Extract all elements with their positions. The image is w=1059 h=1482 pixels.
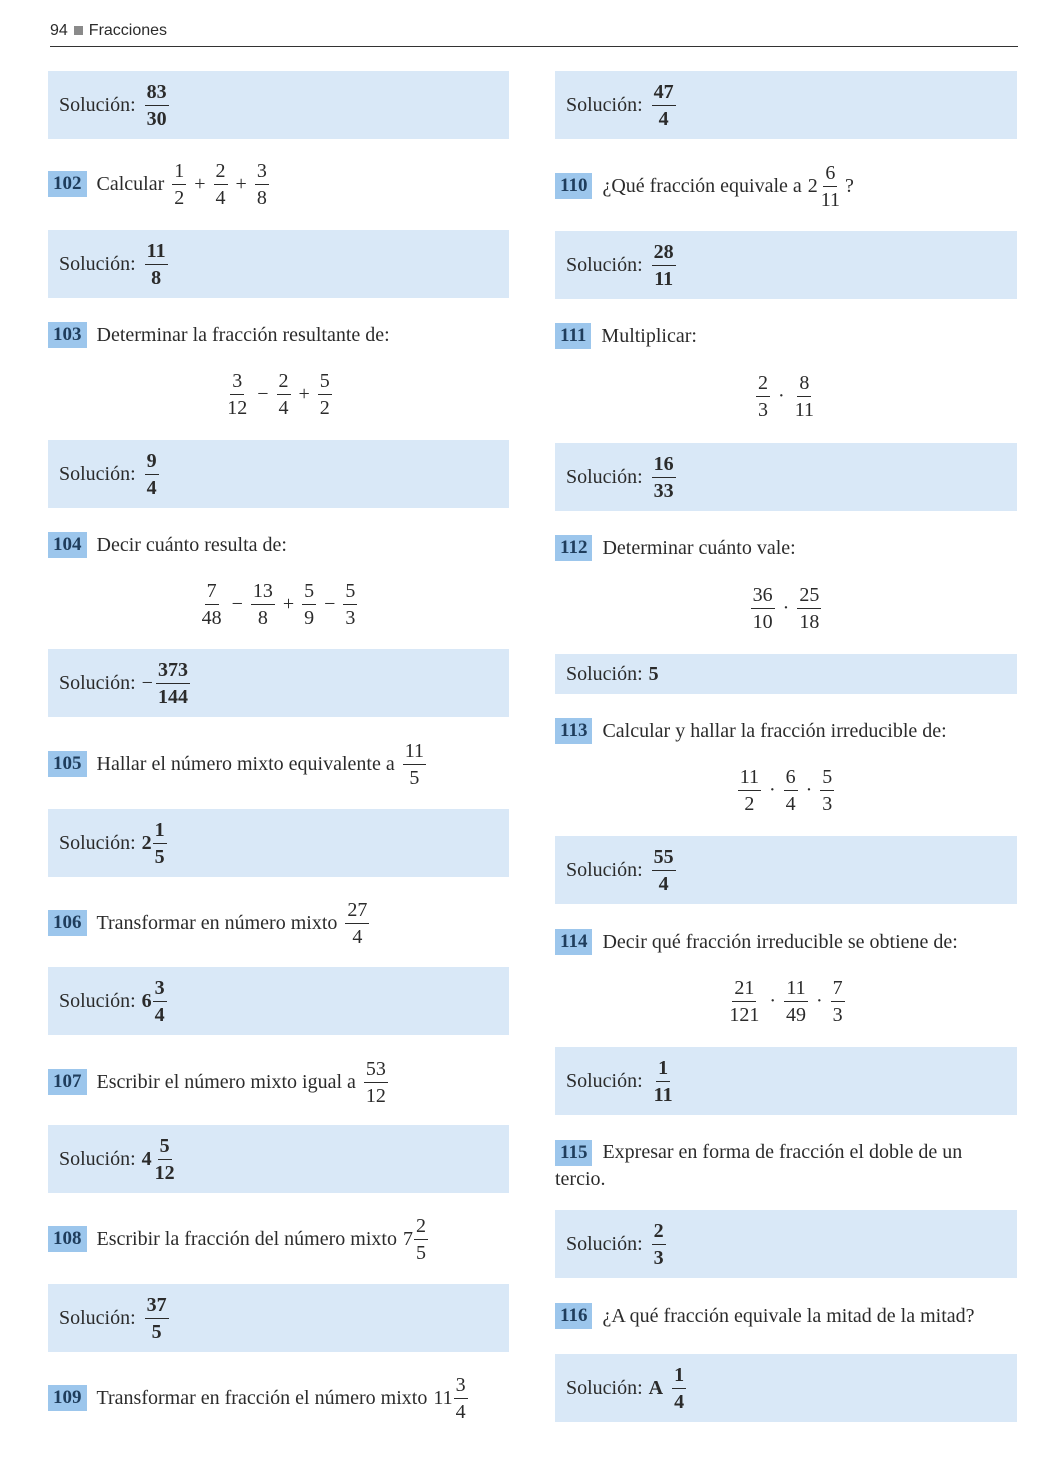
problem-112 — [555, 534, 796, 562]
expression-113: $\frac{11}{2}$ · $\frac{6}{4}$ · $\frac{5}{3}$ — [739, 765, 833, 815]
problem-number: 106 — [48, 910, 87, 936]
problem-105: 105 Hallar el número mixto equivalente a $\frac{11}{5}$ — [48, 738, 429, 790]
solution-106: Solución: 6 $\frac{3}{4}$ — [48, 967, 509, 1035]
problem-113 — [555, 717, 947, 745]
problem-text: Transformar en fracción el número mixto — [96, 1386, 428, 1409]
solution-110: Solución: $\frac{28}{11}$ — [555, 231, 1017, 299]
solution-label: Solución: — [59, 93, 136, 116]
solution-101 — [48, 71, 509, 139]
page-header — [50, 22, 1018, 47]
problem-text: Multiplicar: — [601, 324, 697, 347]
problem-110: 110 ¿Qué fracción equivale a 2 $\frac{6}{11}$ ? — [555, 160, 854, 212]
solution-105: Solución: 2 $\frac{1}{5}$ — [48, 809, 509, 877]
problem-text: Transformar en número mixto — [96, 911, 338, 934]
expression-104: $\frac{7}{48}$ − $\frac{13}{8}$ + $\frac{5}{9}$ − $\frac{5}{3}$ — [201, 579, 356, 629]
page-number: 94 — [50, 22, 68, 39]
solution-116: Solución: A $\frac{1}{4}$ — [555, 1354, 1017, 1422]
problem-number: 103 — [48, 322, 87, 348]
solution-115: Solución: $\frac{2}{3}$ — [555, 1210, 1017, 1278]
problem-number: 114 — [555, 929, 592, 955]
problem-text: ¿Qué fracción equivale a — [602, 174, 802, 197]
solution-102: Solución: $\frac{11}{8}$ — [48, 230, 509, 298]
expression-114: $\frac{21}{121}$ · $\frac{11}{49}$ · $\frac{7}{3}$ — [729, 976, 843, 1026]
solution-113: Solución: $\frac{55}{4}$ — [555, 836, 1017, 904]
solution-109: Solución: $\frac{47}{4}$ — [555, 71, 1017, 139]
problem-number: 104 — [48, 532, 87, 558]
problem-text-continued: tercio. — [555, 1168, 606, 1190]
problem-107: 107 Escribir el número mixto igual a $\frac{53}{12}$ — [48, 1056, 391, 1108]
problem-text: Expresar en forma de fracción el doble de un — [602, 1141, 963, 1163]
problem-number: 102 — [48, 171, 87, 197]
solution-114: Solución: $\frac{1}{11}$ — [555, 1047, 1017, 1115]
problem-text: Escribir la fracción del número mixto — [96, 1227, 397, 1250]
problem-text: Calcular — [96, 172, 165, 195]
problem-102: 102 Calcular $\frac{1}{2}$ + $\frac{2}{4}$ + $\frac{3}{8}$ — [48, 160, 272, 208]
problem-number: 112 — [555, 535, 592, 561]
problem-text: Calcular y hallar la fracción irreducible de: — [602, 719, 947, 742]
chapter-title: Fracciones — [88, 22, 168, 39]
solution-108: Solución: $\frac{37}{5}$ — [48, 1284, 509, 1352]
problem-111 — [555, 322, 697, 350]
problem-104 — [48, 531, 287, 559]
problem-number: 116 — [555, 1303, 592, 1329]
problem-108: 108 Escribir la fracción del número mixto 7 $\frac{2}{5}$ — [48, 1213, 431, 1265]
solution-fraction: $\frac{83}{30}$ — [146, 80, 167, 130]
solution-112: Solución: 5 — [555, 654, 1017, 694]
problem-number: 115 — [555, 1140, 592, 1166]
solution-107: Solución: 4 $\frac{5}{12}$ — [48, 1125, 509, 1193]
expression-112: $\frac{36}{10}$ · $\frac{25}{18}$ — [752, 583, 820, 633]
problem-103 — [48, 321, 390, 349]
problem-number: 110 — [555, 173, 592, 199]
problem-text: Escribir el número mixto igual a — [96, 1070, 356, 1093]
problem-number: 105 — [48, 751, 87, 777]
solution-104: Solución: − $\frac{373}{144}$ — [48, 649, 509, 717]
problem-114 — [555, 928, 958, 956]
problem-106: 106 Transformar en número mixto $\frac{27}{4}$ — [48, 897, 372, 949]
problem-number: 109 — [48, 1385, 87, 1411]
problem-number: 113 — [555, 718, 592, 744]
problem-text: Determinar cuánto vale: — [602, 536, 796, 559]
problem-text: Determinar la fracción resultante de: — [96, 323, 390, 346]
expression-111: $\frac{2}{3}$ · $\frac{8}{11}$ — [758, 371, 814, 421]
problem-109: 109 Transformar en fracción el número mixto 11 $\frac{3}{4}$ — [48, 1372, 471, 1424]
problem-text: Hallar el número mixto equivalente a — [96, 752, 395, 775]
solution-103: Solución: $\frac{9}{4}$ — [48, 440, 509, 508]
problem-number: 111 — [555, 323, 591, 349]
header-square-icon — [74, 26, 83, 35]
problem-116 — [555, 1302, 975, 1330]
problem-text: Decir cuánto resulta de: — [96, 533, 287, 556]
problem-115 — [555, 1139, 1017, 1193]
problem-text: Decir qué fracción irreducible se obtiene de: — [602, 930, 958, 953]
problem-text: ¿A qué fracción equivale la mitad de la mitad? — [602, 1304, 975, 1327]
expression-103: $\frac{3}{12}$ − $\frac{2}{4}$ + $\frac{5}{2}$ — [227, 369, 330, 419]
solution-111: Solución: $\frac{16}{33}$ — [555, 443, 1017, 511]
problem-number: 108 — [48, 1226, 87, 1252]
problem-number: 107 — [48, 1069, 87, 1095]
